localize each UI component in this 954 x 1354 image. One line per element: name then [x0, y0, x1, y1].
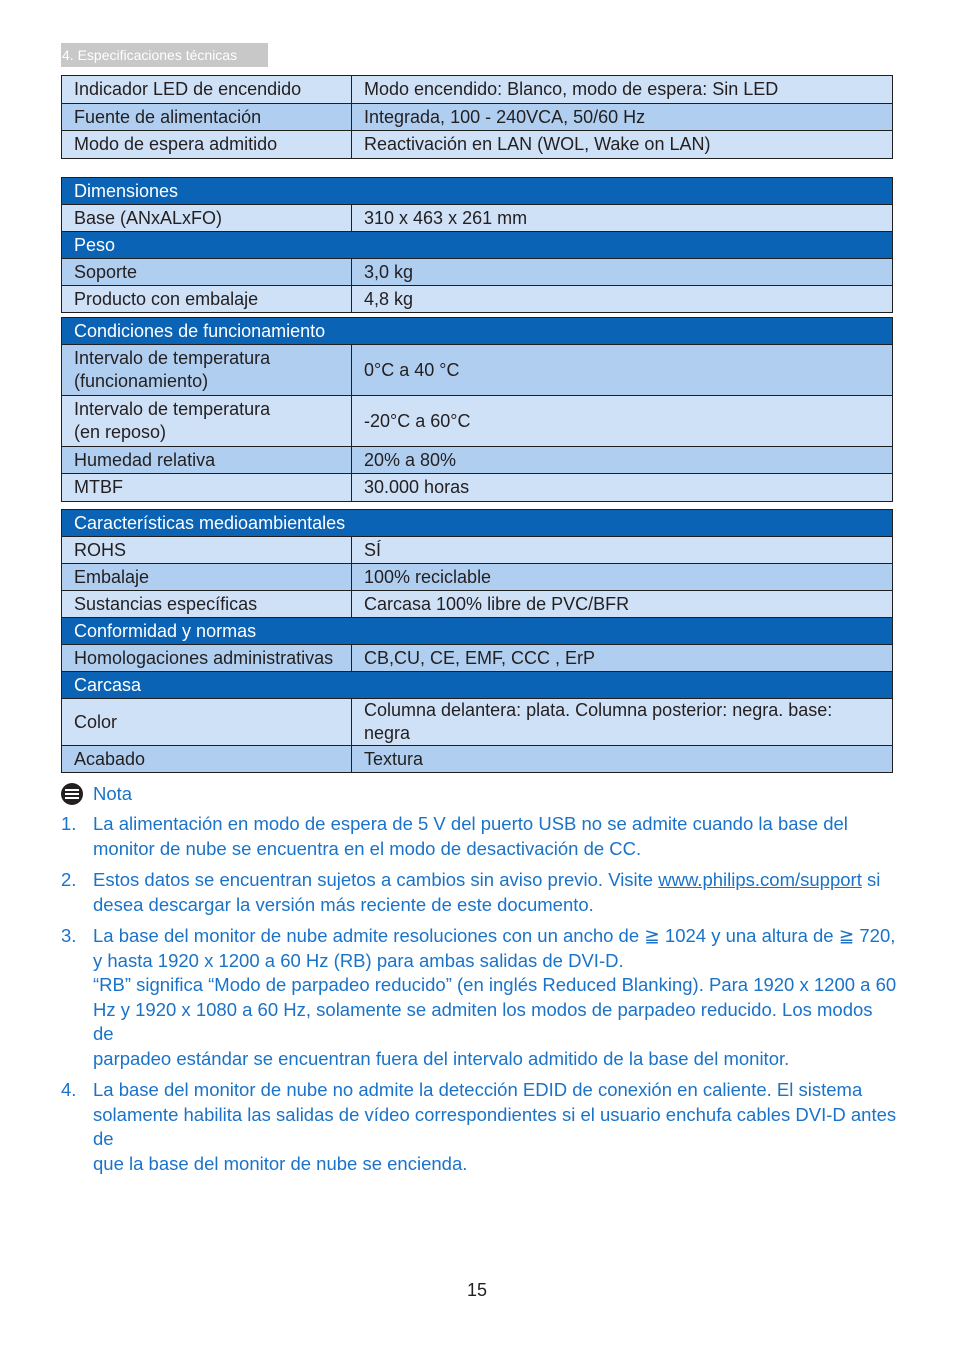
note-line: que la base del monitor de nube se encienda.: [93, 1152, 468, 1174]
note-text-segment: si: [861, 869, 881, 890]
note-line: “RB” significa “Modo de parpadeo reducido” (en inglés Reduced Blanking). Para 1920 x 1200 a 60: [93, 974, 897, 995]
section-header-cabinet: Carcasa: [62, 672, 893, 699]
spec-label: Producto con embalaje: [62, 286, 352, 313]
spec-value: 3,0 kg: [352, 259, 893, 286]
section-header-operating: Condiciones de funcionamiento: [62, 318, 893, 345]
spec-label-line: Intervalo de temperatura: [74, 348, 271, 368]
spec-value: Carcasa 100% libre de PVC/BFR: [352, 591, 893, 618]
note-text-segment: Estos datos se encuentran sujetos a cambios sin aviso previo. Visite: [93, 869, 659, 890]
spec-value: Modo encendido: Blanco, modo de espera: Sin LED: [352, 76, 893, 104]
note-list: [61, 812, 897, 1176]
note-line: La alimentación en modo de espera de 5 V del puerto USB no se admite cuando la base del: [93, 813, 848, 834]
section-tab: 4. Especificaciones técnicas: [61, 43, 268, 67]
note-text: [93, 812, 897, 861]
table-section-header: [62, 510, 893, 537]
spec-label: [62, 396, 352, 447]
spec-label: Sustancias específicas: [62, 591, 352, 618]
spec-value: 310 x 463 x 261 mm: [352, 205, 893, 232]
dimensions-table: [61, 177, 893, 313]
note-header: [61, 780, 897, 808]
note-line: Hz y 1920 x 1080 a 60 Hz, solamente se admiten los modos de parpadeo reducido. Los modos de: [93, 998, 873, 1044]
table-row: [62, 205, 893, 232]
note-icon: [61, 783, 83, 805]
spec-label-line: Intervalo de temperatura: [74, 399, 271, 419]
spec-value: Textura: [352, 746, 893, 773]
spec-value: 100% reciclable: [352, 564, 893, 591]
page-number: 15: [466, 1280, 488, 1300]
note-line: y hasta 1920 x 1200 a 60 Hz (RB) para ambas salidas de DVI-D.: [93, 949, 624, 971]
spec-label: Modo de espera admitido: [62, 131, 352, 159]
note-title: Nota: [93, 783, 133, 804]
table-section-header: [62, 178, 893, 205]
operating-conditions-table: [61, 317, 893, 502]
note-line: desea descargar la versión más reciente de este documento.: [93, 893, 594, 915]
spec-label: Acabado: [62, 746, 352, 773]
note-item: [61, 812, 897, 861]
note-line: monitor de nube se encuentra en el modo de desactivación de CC.: [93, 837, 642, 859]
spec-label: Indicador LED de encendido: [62, 76, 352, 104]
table-section-header: [62, 618, 893, 645]
spec-label: Soporte: [62, 259, 352, 286]
note-item: [61, 924, 897, 1071]
spec-label: ROHS: [62, 537, 352, 564]
table-row: [62, 76, 893, 104]
section-header-dimensions: Dimensiones: [62, 178, 893, 205]
table-row: [62, 474, 893, 502]
spec-label: Base (ANxALxFO): [62, 205, 352, 232]
spec-label: Humedad relativa: [62, 447, 352, 474]
note-line: [93, 868, 897, 893]
note-number: 2.: [61, 869, 77, 890]
spec-value: Columna delantera: plata. Columna posterior: negra. base: negra: [352, 699, 893, 746]
spec-label: Embalaje: [62, 564, 352, 591]
section-header-environment: Características medioambientales: [62, 510, 893, 537]
table-section-header: [62, 318, 893, 345]
spec-label: [62, 345, 352, 396]
note-text: [93, 1078, 897, 1176]
table-row: [62, 259, 893, 286]
table-row: [62, 104, 893, 131]
table-row: [62, 699, 893, 746]
table-section-header: [62, 232, 893, 259]
note-section: [61, 780, 897, 1183]
note-line: La base del monitor de nube no admite la detección EDID de conexión en caliente. El sistema: [93, 1079, 863, 1100]
spec-value: -20°C a 60°C: [352, 396, 893, 447]
spec-value: 4,8 kg: [352, 286, 893, 313]
spec-label: Color: [62, 699, 352, 746]
spec-label: MTBF: [62, 474, 352, 502]
section-header-weight: Peso: [62, 232, 893, 259]
spec-value: Integrada, 100 - 240VCA, 50/60 Hz: [352, 104, 893, 131]
table-row: [62, 591, 893, 618]
note-item: [61, 1078, 897, 1176]
note-number: 4.: [61, 1079, 77, 1100]
spec-value: SÍ: [352, 537, 893, 564]
spec-value: 0°C a 40 °C: [352, 345, 893, 396]
spec-label-line: (en reposo): [74, 422, 167, 442]
spec-value: CB,CU, CE, EMF, CCC , ErP: [352, 645, 893, 672]
table-row: [62, 345, 893, 396]
table-row: [62, 131, 893, 159]
table-row: [62, 746, 893, 773]
spec-label-line: (funcionamiento): [74, 371, 209, 391]
power-spec-table: [61, 75, 893, 159]
note-text: [93, 868, 897, 917]
table-row: [62, 564, 893, 591]
note-number: 1.: [61, 813, 77, 834]
table-row: [62, 396, 893, 447]
environment-table: [61, 509, 893, 773]
spec-label: Fuente de alimentación: [62, 104, 352, 131]
spec-value: 30.000 horas: [352, 474, 893, 502]
support-link[interactable]: www.philips.com/support: [658, 869, 862, 890]
note-line: solamente habilita las salidas de vídeo correspondientes si el usuario enchufa cables DVI-D antes de: [93, 1103, 897, 1149]
section-header-compliance: Conformidad y normas: [62, 618, 893, 645]
spec-value: Reactivación en LAN (WOL, Wake on LAN): [352, 131, 893, 159]
table-row: [62, 286, 893, 313]
table-row: [62, 645, 893, 672]
note-line: parpadeo estándar se encuentran fuera del intervalo admitido de la base del monitor.: [93, 1047, 790, 1069]
note-item: [61, 868, 897, 917]
spec-value: 20% a 80%: [352, 447, 893, 474]
note-text: [93, 924, 897, 1071]
note-line: La base del monitor de nube admite resoluciones con un ancho de ≧ 1024 y una altura de ≧ 720,: [93, 925, 896, 946]
note-number: 3.: [61, 925, 77, 946]
table-section-header: [62, 672, 893, 699]
table-row: [62, 537, 893, 564]
spec-label: Homologaciones administrativas: [62, 645, 352, 672]
table-row: [62, 447, 893, 474]
